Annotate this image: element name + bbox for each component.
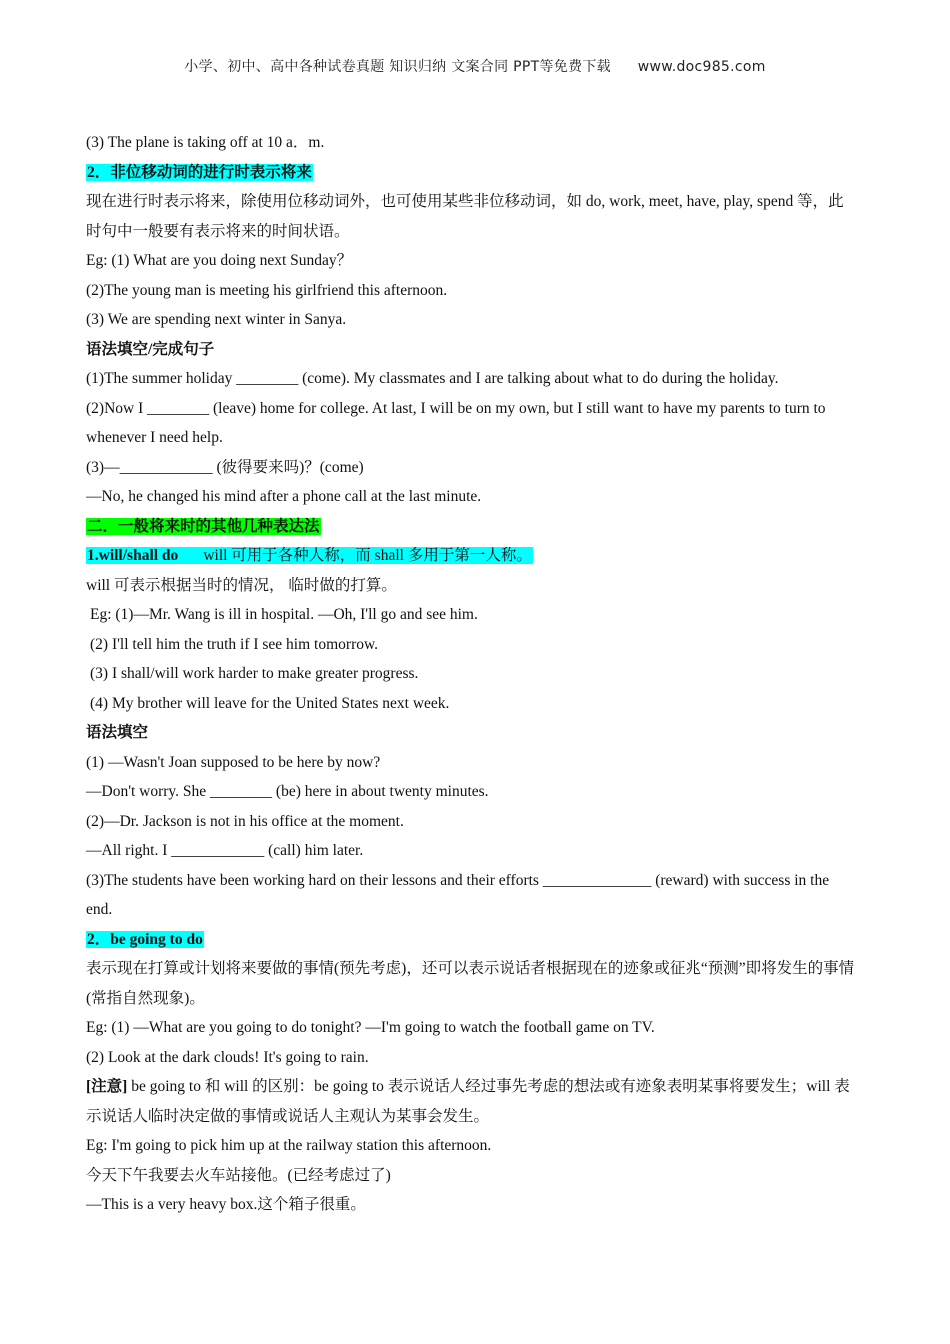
exercise-line: (1) —Wasn't Joan supposed to be here by now?	[86, 753, 381, 771]
exercise-line: (2)—Dr. Jackson is not in his office at the moment.	[86, 812, 404, 830]
example-line: (3) The plane is taking off at 10 a．m.	[86, 134, 325, 151]
subsection-heading: 2．be going to do	[87, 930, 203, 948]
example-line: 今天下午我要去火车站接他。(已经考虑过了)	[86, 1166, 391, 1184]
section-heading: 2．非位移动词的进行时表示将来	[87, 163, 312, 181]
exercise-line: (3)The students have been working hard on their lessons and their efforts ______________ (reward) with success in the end.	[86, 871, 830, 918]
example-line: —This is a very heavy box.这个箱子很重。	[86, 1196, 366, 1213]
exercise-heading: 语法填空	[86, 724, 149, 741]
note-label: [注意]	[86, 1078, 128, 1095]
subsection-heading: 1.will/shall do	[87, 547, 179, 564]
example-line: Eg: (1) What are you doing next Sunday？	[86, 252, 353, 269]
paragraph: 表示现在打算或计划将来要做的事情(预先考虑)，还可以表示说话者根据现在的迹象或征兆“预测”即将发生的事情(常指自然现象)。	[86, 960, 855, 1007]
exercise-line: (1)The summer holiday ________ (come). My classmates and I are talking about what to do during the holiday.	[86, 370, 779, 387]
header-site: www.doc985.com	[637, 59, 766, 75]
example-line: (3) I shall/will work harder to make greater progress.	[90, 665, 419, 682]
example-line: Eg: I'm going to pick him up at the railway station this afternoon.	[86, 1137, 492, 1154]
exercise-heading: 语法填空/完成句子	[86, 340, 215, 358]
header-text: 小学、初中、高中各种试卷真题 知识归纳 文案合同 PPT等免费下载	[184, 59, 611, 75]
subsection-note: will 可用于各种人称，而 shall 多用于第一人称。	[179, 547, 533, 564]
exercise-line: —All right. I ____________ (call) him later.	[86, 842, 364, 859]
exercise-line: (3)—____________ (彼得要来吗)？(come)	[86, 458, 364, 476]
example-line: (2)The young man is meeting his girlfriend this afternoon.	[86, 281, 448, 299]
example-line: (4) My brother will leave for the United States next week.	[90, 694, 450, 712]
note-text: be going to 和 will 的区别：be going to 表示说话人经过事先考虑的想法或有迹象表明某事将要发生；will 表示说话人临时决定做的事情或说话人主观认为某事会发生。	[86, 1078, 850, 1125]
example-line: (2) Look at the dark clouds! It's going to rain.	[86, 1048, 369, 1066]
paragraph: 现在进行时表示将来，除使用位移动词外，也可使用某些非位移动词，如 do, work, meet, have, play, spend 等，此时句中一般要有表示将来的时间状语。	[86, 193, 844, 240]
example-line: Eg: (1) —What are you going to do tonight? —I'm going to watch the football game on TV.	[86, 1019, 655, 1036]
example-line: (2) I'll tell him the truth if I see him tomorrow.	[90, 635, 379, 653]
example-line: Eg: (1)—Mr. Wang is ill in hospital. —Oh, I'll go and see him.	[90, 606, 478, 623]
section-heading: 二．一般将来时的其他几种表达法	[87, 517, 320, 535]
exercise-line: —No, he changed his mind after a phone call at the last minute.	[86, 488, 482, 505]
exercise-line: (2)Now I ________ (leave) home for college. At last, I will be on my own, but I still want to have my parents to turn to whenever I need help.	[86, 399, 826, 446]
document-body	[86, 128, 856, 1220]
example-line: (3) We are spending next winter in Sanya.	[86, 311, 347, 328]
exercise-line: —Don't worry. She ________ (be) here in about twenty minutes.	[86, 783, 489, 800]
paragraph: will 可表示根据当时的情况， 临时做的打算。	[86, 576, 397, 594]
page-header	[0, 56, 950, 76]
